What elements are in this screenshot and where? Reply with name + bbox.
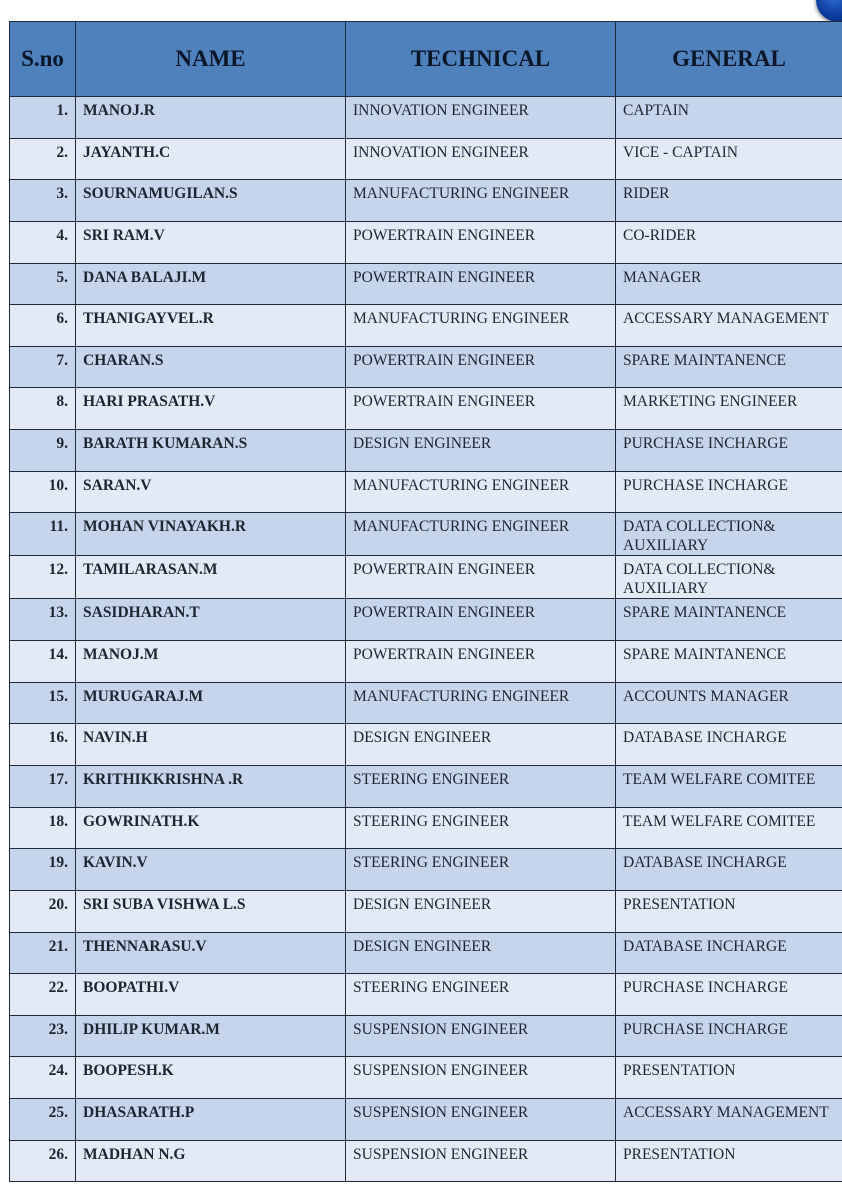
cell-name: HARI PRASATH.V [76,388,346,430]
table-body [10,97,842,1182]
cell-technical: STEERING ENGINEER [346,974,616,1016]
cell-sno: 11. [10,513,76,556]
cell-technical: POWERTRAIN ENGINEER [346,263,616,305]
cell-name: KRITHIKKRISHNA .R [76,765,346,807]
cell-technical: DESIGN ENGINEER [346,430,616,472]
cell-technical: STEERING ENGINEER [346,765,616,807]
cell-technical: STEERING ENGINEER [346,807,616,849]
cell-sno: 13. [10,599,76,641]
cell-general: TEAM WELFARE COMITEE [616,807,842,849]
cell-technical: INNOVATION ENGINEER [346,138,616,180]
table-row [10,765,842,807]
cell-name: DHILIP KUMAR.M [76,1015,346,1057]
cell-name: JAYANTH.C [76,138,346,180]
cell-name: GOWRINATH.K [76,807,346,849]
cell-general: CO-RIDER [616,221,842,263]
cell-sno: 10. [10,471,76,513]
table-row [10,849,842,891]
cell-sno: 21. [10,932,76,974]
cell-technical: SUSPENSION ENGINEER [346,1015,616,1057]
cell-sno: 4. [10,221,76,263]
cell-name: TAMILARASAN.M [76,556,346,599]
cell-sno: 19. [10,849,76,891]
cell-name: MANOJ.M [76,641,346,683]
table-row [10,97,842,139]
cell-general: PRESENTATION [616,1057,842,1099]
team-roster-table [9,21,842,1182]
cell-technical: POWERTRAIN ENGINEER [346,388,616,430]
cell-sno: 24. [10,1057,76,1099]
table-row [10,388,842,430]
cell-name: THANIGAYVEL.R [76,305,346,347]
table-row [10,1015,842,1057]
cell-name: SOURNAMUGILAN.S [76,180,346,222]
cell-name: BOOPESH.K [76,1057,346,1099]
cell-general: RIDER [616,180,842,222]
cell-general: SPARE MAINTANENCE [616,346,842,388]
cell-general: PURCHASE INCHARGE [616,1015,842,1057]
table-row [10,932,842,974]
cell-technical: POWERTRAIN ENGINEER [346,599,616,641]
cell-technical: SUSPENSION ENGINEER [346,1140,616,1182]
cell-sno: 23. [10,1015,76,1057]
cell-general: MARKETING ENGINEER [616,388,842,430]
cell-sno: 25. [10,1099,76,1141]
cell-sno: 2. [10,138,76,180]
cell-name: MOHAN VINAYAKH.R [76,513,346,556]
cell-technical: STEERING ENGINEER [346,849,616,891]
cell-general: PURCHASE INCHARGE [616,471,842,513]
cell-name: CHARAN.S [76,346,346,388]
cell-technical: POWERTRAIN ENGINEER [346,556,616,599]
table-row [10,974,842,1016]
cell-technical: MANUFACTURING ENGINEER [346,305,616,347]
table-header-row [10,22,842,97]
cell-technical: MANUFACTURING ENGINEER [346,471,616,513]
cell-sno: 3. [10,180,76,222]
cell-general: ACCESSARY MANAGEMENT [616,305,842,347]
cell-sno: 8. [10,388,76,430]
cell-name: BOOPATHI.V [76,974,346,1016]
cell-general: MANAGER [616,263,842,305]
cell-general: PURCHASE INCHARGE [616,974,842,1016]
table-row [10,1057,842,1099]
table-row [10,263,842,305]
cell-general: DATA COLLECTION& AUXILIARY [616,556,842,599]
table-row [10,513,842,556]
cell-general: DATABASE INCHARGE [616,849,842,891]
table-row [10,305,842,347]
cell-name: DHASARATH.P [76,1099,346,1141]
cell-sno: 22. [10,974,76,1016]
cell-technical: DESIGN ENGINEER [346,724,616,766]
cell-general: ACCESSARY MANAGEMENT [616,1099,842,1141]
cell-general: PRESENTATION [616,890,842,932]
cell-name: THENNARASU.V [76,932,346,974]
table-row [10,1099,842,1141]
cell-technical: MANUFACTURING ENGINEER [346,513,616,556]
table-row [10,471,842,513]
cell-general: ACCOUNTS MANAGER [616,682,842,724]
cell-general: DATA COLLECTION& AUXILIARY [616,513,842,556]
table-row [10,180,842,222]
cell-general: SPARE MAINTANENCE [616,599,842,641]
table-row [10,599,842,641]
corner-logo [816,0,842,22]
cell-technical: MANUFACTURING ENGINEER [346,180,616,222]
cell-name: BARATH KUMARAN.S [76,430,346,472]
cell-sno: 1. [10,97,76,139]
cell-name: MADHAN N.G [76,1140,346,1182]
header-technical: TECHNICAL [346,22,616,97]
cell-technical: POWERTRAIN ENGINEER [346,346,616,388]
cell-name: MANOJ.R [76,97,346,139]
cell-sno: 14. [10,641,76,683]
cell-sno: 12. [10,556,76,599]
cell-general: CAPTAIN [616,97,842,139]
table-row [10,682,842,724]
cell-sno: 18. [10,807,76,849]
cell-technical: POWERTRAIN ENGINEER [346,641,616,683]
header-general: GENERAL [616,22,842,97]
table-row [10,641,842,683]
header-sno: S.no [10,22,76,97]
cell-technical: SUSPENSION ENGINEER [346,1057,616,1099]
table-row [10,221,842,263]
cell-technical: DESIGN ENGINEER [346,932,616,974]
table-row [10,430,842,472]
cell-technical: SUSPENSION ENGINEER [346,1099,616,1141]
cell-sno: 7. [10,346,76,388]
cell-name: NAVIN.H [76,724,346,766]
cell-technical: MANUFACTURING ENGINEER [346,682,616,724]
cell-general: SPARE MAINTANENCE [616,641,842,683]
cell-name: SRI RAM.V [76,221,346,263]
cell-technical: DESIGN ENGINEER [346,890,616,932]
cell-general: VICE - CAPTAIN [616,138,842,180]
cell-sno: 20. [10,890,76,932]
table-row [10,724,842,766]
table-row [10,890,842,932]
cell-general: PURCHASE INCHARGE [616,430,842,472]
cell-name: SASIDHARAN.T [76,599,346,641]
cell-technical: INNOVATION ENGINEER [346,97,616,139]
header-name: NAME [76,22,346,97]
cell-name: SARAN.V [76,471,346,513]
cell-name: MURUGARAJ.M [76,682,346,724]
cell-sno: 17. [10,765,76,807]
cell-technical: POWERTRAIN ENGINEER [346,221,616,263]
cell-name: SRI SUBA VISHWA L.S [76,890,346,932]
cell-sno: 5. [10,263,76,305]
table-row [10,1140,842,1182]
cell-sno: 26. [10,1140,76,1182]
cell-sno: 9. [10,430,76,472]
cell-sno: 15. [10,682,76,724]
table-row [10,556,842,599]
cell-general: TEAM WELFARE COMITEE [616,765,842,807]
cell-name: KAVIN.V [76,849,346,891]
cell-general: DATABASE INCHARGE [616,932,842,974]
cell-general: PRESENTATION [616,1140,842,1182]
cell-sno: 6. [10,305,76,347]
table-row [10,346,842,388]
cell-general: DATABASE INCHARGE [616,724,842,766]
cell-name: DANA BALAJI.M [76,263,346,305]
table-row [10,807,842,849]
table-row [10,138,842,180]
cell-sno: 16. [10,724,76,766]
